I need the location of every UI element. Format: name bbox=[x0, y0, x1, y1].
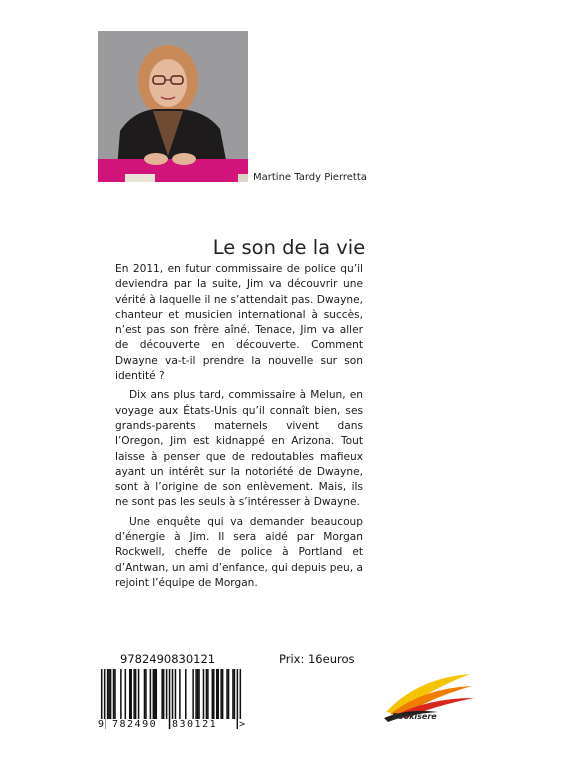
barcode-bar bbox=[216, 669, 218, 719]
barcode-bar bbox=[163, 669, 165, 719]
barcode-bar bbox=[144, 669, 146, 719]
barcode-bar bbox=[195, 669, 197, 719]
barcode-bar bbox=[145, 669, 147, 719]
barcode-bar bbox=[179, 669, 181, 719]
barcode-right-group: 830121 bbox=[172, 719, 218, 730]
barcode-bar bbox=[197, 669, 199, 719]
blurb-paragraph: Une enquête qui va demander beaucoup d’énergie à Jim. Il sera aidé par Morgan Rockwell, cheffe de police à Portland et d’Antwan, un ami d’enfance, qui depuis peu, a rejoint l’équipe de Morgan. bbox=[115, 515, 363, 589]
blurb-paragraph: En 2011, en futur commissaire de police qu’il deviendra par la suite, Jim va découvrir une vérité à laquelle il ne s’attendait pas. Dwayne, chanteur et musicien international à succès, n’est pas son frère aîné. Tenace, Jim va aller de découverte en découverte. Comment Dwayne va-t-il prendre la nouvelle sur son identité ? bbox=[115, 263, 363, 383]
barcode-bar bbox=[192, 669, 194, 719]
barcode-bar bbox=[125, 669, 127, 719]
barcode-bar bbox=[129, 669, 131, 719]
barcode-bar bbox=[154, 669, 156, 719]
barcode-left-group: 782490 bbox=[112, 719, 158, 730]
barcode-bar bbox=[120, 669, 122, 719]
blurb-paragraph: Dix ans plus tard, commissaire à Melun, en voyage aux États-Unis qu’il connaît bien, ses grands-parents maternels vivent dans l’Oregon, Jim est kidnappé en Arizona. Tout laisse à penser que de redoutables mafieux ayant un intérêt sur la notoriété de Dwayne, sont à l’origine de son enlèvement. Mais, ils ne sont pas les seuls à s’intéresser à Dwayne. bbox=[115, 389, 363, 509]
barcode-bar bbox=[234, 669, 236, 719]
barcode-bar bbox=[217, 669, 219, 719]
barcode-bar bbox=[198, 669, 200, 719]
barcode-digits bbox=[99, 719, 249, 733]
barcode-bar bbox=[185, 669, 187, 719]
barcode-bar bbox=[108, 669, 110, 719]
barcode-bar bbox=[150, 669, 152, 719]
barcode-bar bbox=[113, 669, 115, 719]
publisher-name: Bookisere bbox=[392, 712, 437, 721]
barcode-bar bbox=[138, 669, 140, 719]
barcode-bar bbox=[228, 669, 230, 719]
barcode-bar bbox=[232, 669, 234, 719]
back-cover-blurb bbox=[115, 262, 363, 595]
barcode-bar bbox=[110, 669, 112, 719]
barcode-bar bbox=[156, 669, 158, 719]
barcode-first-digit: 9 bbox=[98, 719, 105, 730]
isbn-number: 9782490830121 bbox=[120, 652, 216, 666]
book-title: Le son de la vie bbox=[212, 236, 366, 259]
barcode-bar bbox=[133, 669, 135, 719]
barcode-bar bbox=[161, 669, 163, 719]
barcode-bar bbox=[153, 669, 155, 719]
barcode-bar bbox=[206, 669, 208, 719]
author-photo bbox=[98, 31, 248, 182]
author-name: Martine Tardy Pierretta bbox=[253, 172, 367, 183]
barcode-bar bbox=[107, 669, 109, 719]
barcode-bar bbox=[203, 669, 205, 719]
barcode-bar bbox=[114, 669, 116, 719]
barcode-bar bbox=[175, 669, 177, 719]
barcode-bar bbox=[207, 669, 209, 719]
barcode-bar bbox=[226, 669, 228, 719]
woman-portrait-photo-icon bbox=[98, 31, 248, 182]
barcode-bar bbox=[135, 669, 137, 719]
barcode-bar bbox=[220, 669, 222, 719]
barcode-bar bbox=[212, 669, 214, 719]
barcode-end-mark: > bbox=[239, 719, 246, 730]
price-label: Prix: 16euros bbox=[279, 652, 355, 666]
barcode-bar bbox=[222, 669, 224, 719]
barcode-bar bbox=[166, 669, 168, 719]
barcode-bar bbox=[213, 669, 215, 719]
barcode-bar bbox=[130, 669, 132, 719]
